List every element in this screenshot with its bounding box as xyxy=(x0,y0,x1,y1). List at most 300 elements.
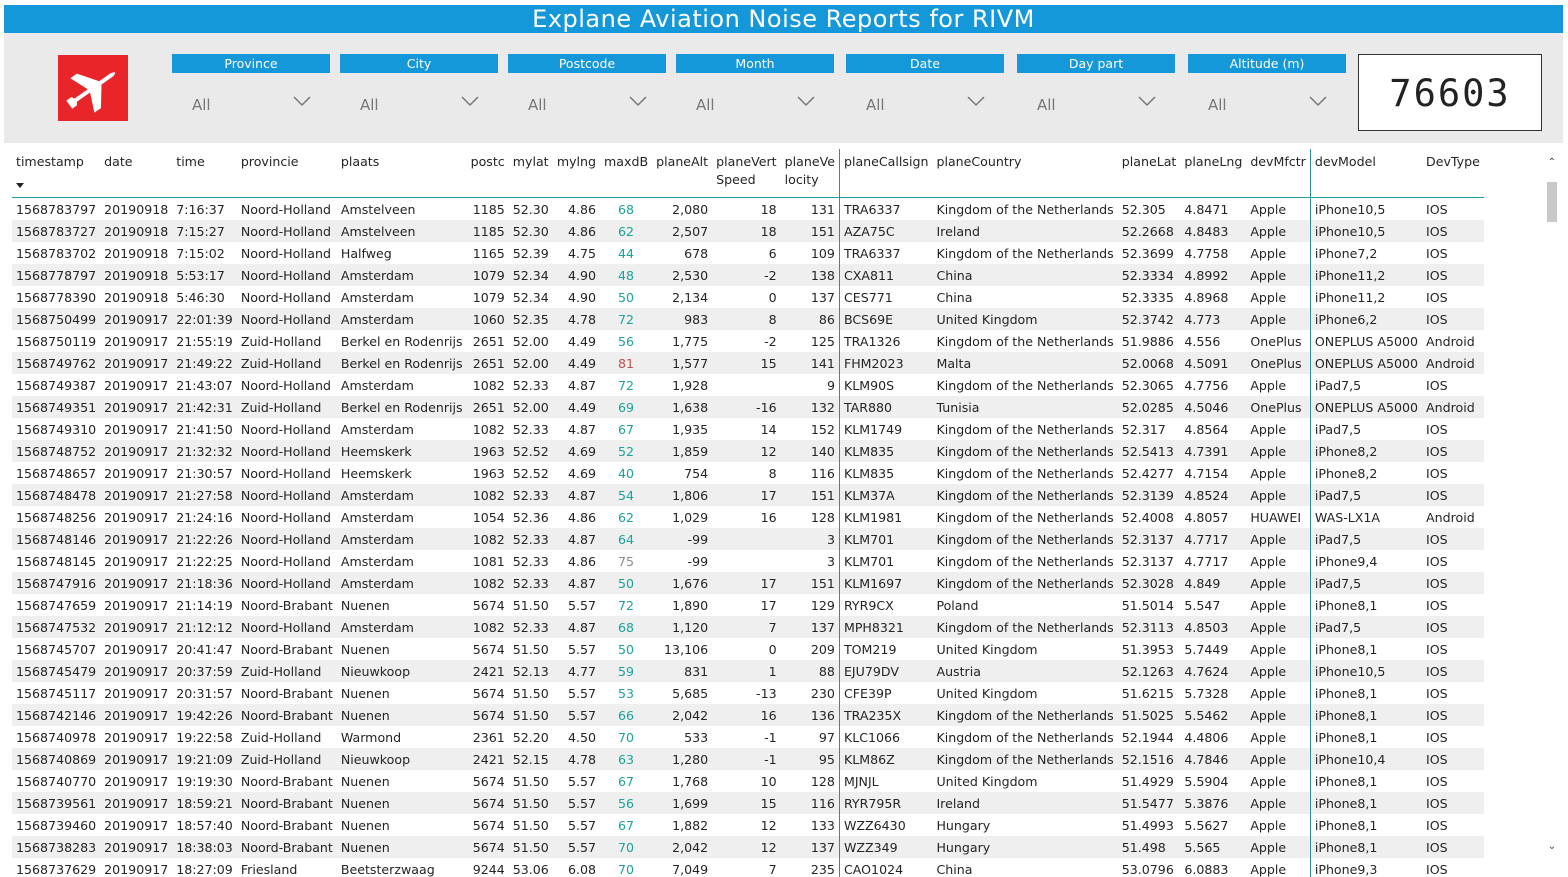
table-cell: IOS xyxy=(1422,814,1484,836)
table-cell: Noord-Holland xyxy=(237,572,337,594)
table-cell: 1568783727 xyxy=(12,220,100,242)
table-cell: 5.57 xyxy=(553,638,600,660)
table-cell: 9244 xyxy=(467,858,509,877)
table-cell: 86 xyxy=(781,308,840,330)
table-row[interactable] xyxy=(12,374,1484,396)
table-cell: Poland xyxy=(932,594,1117,616)
table-cell: iPhone6,2 xyxy=(1310,308,1422,330)
table-row[interactable] xyxy=(12,792,1484,814)
table-row[interactable] xyxy=(12,858,1484,877)
table-cell: 5674 xyxy=(467,704,509,726)
table-row[interactable] xyxy=(12,220,1484,242)
table-cell: Halfweg xyxy=(337,242,467,264)
table-row[interactable] xyxy=(12,264,1484,286)
table-cell: 51.498 xyxy=(1118,836,1181,858)
table-cell: 64 xyxy=(600,528,652,550)
table-row[interactable] xyxy=(12,748,1484,770)
table-cell: KLC1066 xyxy=(839,726,932,748)
table-cell: Apple xyxy=(1246,660,1310,682)
table-row[interactable] xyxy=(12,550,1484,572)
table-row[interactable] xyxy=(12,616,1484,638)
table-cell: Amsterdam xyxy=(337,484,467,506)
table-cell: 1568745117 xyxy=(12,682,100,704)
table-cell: 19:22:58 xyxy=(172,726,237,748)
table-row[interactable] xyxy=(12,726,1484,748)
table-cell: China xyxy=(932,264,1117,286)
chevron-down-icon[interactable] xyxy=(1308,94,1328,108)
postcode-slicer[interactable] xyxy=(508,54,666,124)
col-header-planecallsign[interactable]: planeCallsign xyxy=(839,149,932,198)
table-cell: 5674 xyxy=(467,682,509,704)
table-row[interactable] xyxy=(12,396,1484,418)
table-cell: iPhone8,1 xyxy=(1310,770,1422,792)
table-cell: 4.87 xyxy=(553,572,600,594)
col-header-time[interactable]: time xyxy=(172,149,237,198)
table-cell: 132 xyxy=(781,396,840,418)
table-cell: Apple xyxy=(1246,440,1310,462)
table-cell: 4.7717 xyxy=(1180,528,1246,550)
table-cell: 52.3065 xyxy=(1118,374,1181,396)
table-cell: 0 xyxy=(712,286,781,308)
table-row[interactable] xyxy=(12,506,1484,528)
table-cell: 52.35 xyxy=(509,308,553,330)
table-cell: 21:42:31 xyxy=(172,396,237,418)
table-cell: 5,685 xyxy=(652,682,712,704)
table-cell: KLM835 xyxy=(839,440,932,462)
table-cell: Amsterdam xyxy=(337,550,467,572)
table-cell: AZA75C xyxy=(839,220,932,242)
table-cell: 4.78 xyxy=(553,748,600,770)
airplane-icon-graphic xyxy=(58,55,128,121)
table-cell: TRA1326 xyxy=(839,330,932,352)
table-cell: Kingdom of the Netherlands xyxy=(932,484,1117,506)
table-cell: Amstelveen xyxy=(337,198,467,221)
table-cell: 1568740978 xyxy=(12,726,100,748)
scroll-thumb[interactable] xyxy=(1547,182,1557,222)
table-row[interactable] xyxy=(12,704,1484,726)
col-header-postc[interactable]: postc xyxy=(467,149,509,198)
table-cell: 52.3335 xyxy=(1118,286,1181,308)
table-cell: TRA6337 xyxy=(839,242,932,264)
table-cell: 5.5462 xyxy=(1180,704,1246,726)
table-cell: Amstelveen xyxy=(337,220,467,242)
table-cell: Noord-Holland xyxy=(237,440,337,462)
table-cell: 59 xyxy=(600,660,652,682)
table-row[interactable] xyxy=(12,418,1484,440)
table-cell: 1568747659 xyxy=(12,594,100,616)
table-row[interactable] xyxy=(12,286,1484,308)
table-cell: 1165 xyxy=(467,242,509,264)
table-cell: Zuid-Holland xyxy=(237,748,337,770)
table-cell: Noord-Brabant xyxy=(237,770,337,792)
table-cell: 51.50 xyxy=(509,594,553,616)
table-cell: 128 xyxy=(781,770,840,792)
table-cell: 2651 xyxy=(467,396,509,418)
table-cell: United Kingdom xyxy=(932,308,1117,330)
table-row[interactable] xyxy=(12,682,1484,704)
table-row[interactable] xyxy=(12,572,1484,594)
table-cell: 20190917 xyxy=(100,550,172,572)
table-cell: 1568778390 xyxy=(12,286,100,308)
table-cell: 1568748145 xyxy=(12,550,100,572)
table-cell: 52.33 xyxy=(509,550,553,572)
table-cell: 5.57 xyxy=(553,836,600,858)
table-cell: 5.5627 xyxy=(1180,814,1246,836)
table-cell: 20190917 xyxy=(100,528,172,550)
col-header-devmfctr[interactable]: devMfctr xyxy=(1246,149,1310,198)
table-cell: 1 xyxy=(712,660,781,682)
table-cell: 20190918 xyxy=(100,198,172,221)
table-cell: 52.317 xyxy=(1118,418,1181,440)
table-cell: IOS xyxy=(1422,484,1484,506)
table-cell: 20190917 xyxy=(100,792,172,814)
table-row[interactable] xyxy=(12,638,1484,660)
table-cell: Noord-Brabant xyxy=(237,814,337,836)
col-header-planevelocity[interactable]: planeVe locity xyxy=(781,149,840,198)
table-cell: 51.6215 xyxy=(1118,682,1181,704)
table-cell: 5.57 xyxy=(553,682,600,704)
altitude-slicer[interactable] xyxy=(1188,54,1346,124)
month-slicer[interactable] xyxy=(676,54,834,124)
table-cell: 66 xyxy=(600,704,652,726)
table-cell: 1568742146 xyxy=(12,704,100,726)
table-cell: 1082 xyxy=(467,374,509,396)
table-row[interactable] xyxy=(12,484,1484,506)
table-cell: Apple xyxy=(1246,836,1310,858)
table-cell: 62 xyxy=(600,506,652,528)
table-row[interactable] xyxy=(12,660,1484,682)
table-cell: 140 xyxy=(781,440,840,462)
table-cell: Kingdom of the Netherlands xyxy=(932,572,1117,594)
table-cell: Nuenen xyxy=(337,770,467,792)
table-cell: 5.57 xyxy=(553,770,600,792)
table-cell: 137 xyxy=(781,836,840,858)
table-cell: 5674 xyxy=(467,836,509,858)
table-cell: 9 xyxy=(781,374,840,396)
table-cell: 67 xyxy=(600,814,652,836)
col-header-planelng[interactable]: planeLng xyxy=(1180,149,1246,198)
table-cell: Noord-Holland xyxy=(237,286,337,308)
table-cell: 20190917 xyxy=(100,572,172,594)
table-cell: 4.5091 xyxy=(1180,352,1246,374)
table-cell: EJU79DV xyxy=(839,660,932,682)
table-cell: Nieuwkoop xyxy=(337,748,467,770)
table-cell: United Kingdom xyxy=(932,770,1117,792)
table-cell: 5.7449 xyxy=(1180,638,1246,660)
table-cell: Apple xyxy=(1246,418,1310,440)
table-cell: 51.50 xyxy=(509,792,553,814)
table-cell: 52.5413 xyxy=(1118,440,1181,462)
table-cell: Kingdom of the Netherlands xyxy=(932,462,1117,484)
table-cell: 20190917 xyxy=(100,814,172,836)
table-cell: 754 xyxy=(652,462,712,484)
table-cell: 8 xyxy=(712,308,781,330)
table-cell: 831 xyxy=(652,660,712,682)
table-cell: 52.305 xyxy=(1118,198,1181,221)
table-row[interactable] xyxy=(12,836,1484,858)
table-cell: 3 xyxy=(781,528,840,550)
table-cell: 52.3742 xyxy=(1118,308,1181,330)
table-cell: 54 xyxy=(600,484,652,506)
col-header-provincie[interactable]: provincie xyxy=(237,149,337,198)
table-cell: IOS xyxy=(1422,440,1484,462)
table-cell: 95 xyxy=(781,748,840,770)
table-cell: 52 xyxy=(600,440,652,462)
scroll-down-icon[interactable]: ⌄ xyxy=(1547,841,1557,852)
table-cell: WAS-LX1A xyxy=(1310,506,1422,528)
table-cell: Android xyxy=(1422,330,1484,352)
table-cell: 1568748256 xyxy=(12,506,100,528)
table-cell: 1,882 xyxy=(652,814,712,836)
table-cell: IOS xyxy=(1422,682,1484,704)
table-cell: 52.39 xyxy=(509,242,553,264)
table-cell: 72 xyxy=(600,594,652,616)
table-row[interactable] xyxy=(12,770,1484,792)
table-cell: 1,120 xyxy=(652,616,712,638)
table-cell: 52.3113 xyxy=(1118,616,1181,638)
table-cell: Noord-Brabant xyxy=(237,792,337,814)
table-cell: iPad7,5 xyxy=(1310,528,1422,550)
table-cell: CES771 xyxy=(839,286,932,308)
table-cell: 5.57 xyxy=(553,704,600,726)
table-cell: Apple xyxy=(1246,572,1310,594)
table-cell: OnePlus xyxy=(1246,352,1310,374)
table-cell: Apple xyxy=(1246,682,1310,704)
chevron-down-icon[interactable] xyxy=(966,94,986,108)
table-cell: 3 xyxy=(781,550,840,572)
col-header-maxdb[interactable]: maxdB xyxy=(600,149,652,198)
table-cell: Noord-Holland xyxy=(237,462,337,484)
table-cell: 52.00 xyxy=(509,352,553,374)
table-cell: 128 xyxy=(781,506,840,528)
table-cell: 52.30 xyxy=(509,220,553,242)
table-cell: 21:12:12 xyxy=(172,616,237,638)
report-title: Explane Aviation Noise Reports for RIVM xyxy=(4,5,1563,33)
table-cell: iPhone10,4 xyxy=(1310,748,1422,770)
province-slicer[interactable] xyxy=(172,54,330,124)
table-cell: 1568749762 xyxy=(12,352,100,374)
table-cell: Noord-Holland xyxy=(237,198,337,221)
table-cell: 51.5477 xyxy=(1118,792,1181,814)
slicer-header: Date xyxy=(846,54,1004,73)
table-cell: 4.7756 xyxy=(1180,374,1246,396)
table-cell: Noord-Holland xyxy=(237,528,337,550)
table-cell: 1568749351 xyxy=(12,396,100,418)
col-header-plaats[interactable]: plaats xyxy=(337,149,467,198)
chevron-down-icon[interactable] xyxy=(796,94,816,108)
table-cell: iPhone11,2 xyxy=(1310,264,1422,286)
table-cell: 1185 xyxy=(467,198,509,221)
table-cell: 533 xyxy=(652,726,712,748)
table-cell: 16 xyxy=(712,704,781,726)
col-header-planecountry[interactable]: planeCountry xyxy=(932,149,1117,198)
col-header-planevertspeed[interactable]: planeVert Speed xyxy=(712,149,781,198)
table-cell: 5674 xyxy=(467,770,509,792)
table-cell: KLM835 xyxy=(839,462,932,484)
table-cell: 2,042 xyxy=(652,704,712,726)
table-cell: Apple xyxy=(1246,484,1310,506)
table-cell: 4.49 xyxy=(553,352,600,374)
table-cell: 1,768 xyxy=(652,770,712,792)
table-cell: Apple xyxy=(1246,616,1310,638)
table-cell: 1,928 xyxy=(652,374,712,396)
table-cell: IOS xyxy=(1422,594,1484,616)
table-cell: iPhone8,1 xyxy=(1310,638,1422,660)
table-cell: 51.50 xyxy=(509,682,553,704)
chevron-down-icon[interactable] xyxy=(460,94,480,108)
table-row[interactable] xyxy=(12,308,1484,330)
table-cell: Kingdom of the Netherlands xyxy=(932,418,1117,440)
scroll-up-icon[interactable]: ⌃ xyxy=(1547,157,1557,168)
table-cell: 5.3876 xyxy=(1180,792,1246,814)
table-cell: 1568750499 xyxy=(12,308,100,330)
table-cell: 5674 xyxy=(467,594,509,616)
table-cell: 6 xyxy=(712,242,781,264)
table-cell: IOS xyxy=(1422,616,1484,638)
table-cell: 4.49 xyxy=(553,396,600,418)
table-cell: 0 xyxy=(712,638,781,660)
table-cell: 137 xyxy=(781,616,840,638)
table-cell: iPhone8,1 xyxy=(1310,792,1422,814)
table-row[interactable] xyxy=(12,352,1484,374)
table-row[interactable] xyxy=(12,440,1484,462)
table-cell: 70 xyxy=(600,836,652,858)
table-cell: 20190918 xyxy=(100,220,172,242)
table-cell: -99 xyxy=(652,528,712,550)
table-cell: Kingdom of the Netherlands xyxy=(932,242,1117,264)
table-cell: 20190917 xyxy=(100,682,172,704)
table-cell: 20190917 xyxy=(100,352,172,374)
col-header-devtype[interactable]: DevType xyxy=(1422,149,1484,198)
col-header-timestamp[interactable] xyxy=(12,149,100,198)
table-cell: 7:15:02 xyxy=(172,242,237,264)
table-row[interactable] xyxy=(12,594,1484,616)
table-cell: 1568747532 xyxy=(12,616,100,638)
table-cell: 20190917 xyxy=(100,374,172,396)
table-cell: 22:01:39 xyxy=(172,308,237,330)
table-cell: Amsterdam xyxy=(337,528,467,550)
table-cell: 20190917 xyxy=(100,308,172,330)
col-header-mylng[interactable]: mylng xyxy=(553,149,600,198)
day-part-slicer[interactable] xyxy=(1017,54,1175,124)
table-cell: IOS xyxy=(1422,374,1484,396)
table-cell: 7 xyxy=(712,616,781,638)
table-cell: Nuenen xyxy=(337,682,467,704)
chevron-down-icon[interactable] xyxy=(292,94,312,108)
table-cell: 51.5014 xyxy=(1118,594,1181,616)
table-cell: 4.87 xyxy=(553,484,600,506)
table-cell: 4.849 xyxy=(1180,572,1246,594)
city-slicer[interactable] xyxy=(340,54,498,124)
table-cell: 4.5046 xyxy=(1180,396,1246,418)
table-cell: Apple xyxy=(1246,814,1310,836)
table-cell: 1,890 xyxy=(652,594,712,616)
table-cell: 4.86 xyxy=(553,506,600,528)
table-cell: 52.33 xyxy=(509,484,553,506)
table-cell: 1568745479 xyxy=(12,660,100,682)
table-cell: -16 xyxy=(712,396,781,418)
table-cell: 21:14:19 xyxy=(172,594,237,616)
table-cell: 1060 xyxy=(467,308,509,330)
vertical-scrollbar[interactable] xyxy=(1545,152,1559,860)
table-cell: 4.7154 xyxy=(1180,462,1246,484)
table-row[interactable] xyxy=(12,330,1484,352)
table-cell: 88 xyxy=(781,660,840,682)
table-cell: 53.0796 xyxy=(1118,858,1181,877)
date-slicer[interactable] xyxy=(846,54,1004,124)
table-cell: Apple xyxy=(1246,638,1310,660)
table-row[interactable] xyxy=(12,242,1484,264)
table-cell: 63 xyxy=(600,748,652,770)
table-cell: 1568783797 xyxy=(12,198,100,221)
table-cell: 20190917 xyxy=(100,462,172,484)
table-cell: 4.7846 xyxy=(1180,748,1246,770)
table-cell: 1,935 xyxy=(652,418,712,440)
col-header-planealt[interactable]: planeAlt xyxy=(652,149,712,198)
table-cell: 67 xyxy=(600,418,652,440)
table-cell: 4.69 xyxy=(553,440,600,462)
table-cell: 4.87 xyxy=(553,418,600,440)
table-cell: iPhone8,2 xyxy=(1310,462,1422,484)
table-cell: 21:22:26 xyxy=(172,528,237,550)
table-cell: 20190917 xyxy=(100,836,172,858)
col-header-devmodel[interactable]: devModel xyxy=(1310,149,1422,198)
table-cell: 19:19:30 xyxy=(172,770,237,792)
col-header-planelat[interactable]: planeLat xyxy=(1118,149,1181,198)
table-cell: 1,280 xyxy=(652,748,712,770)
table-cell xyxy=(712,528,781,550)
chevron-down-icon[interactable] xyxy=(628,94,648,108)
table-cell: IOS xyxy=(1422,836,1484,858)
sort-descending-icon xyxy=(16,183,24,188)
table-cell: MPH8321 xyxy=(839,616,932,638)
table-cell: IOS xyxy=(1422,770,1484,792)
table-cell: iPhone8,1 xyxy=(1310,704,1422,726)
table-cell: Noord-Holland xyxy=(237,616,337,638)
table-cell: 5.565 xyxy=(1180,836,1246,858)
table-row[interactable] xyxy=(12,814,1484,836)
table-cell: iPhone11,2 xyxy=(1310,286,1422,308)
table-cell: KLM701 xyxy=(839,550,932,572)
table-cell: 4.75 xyxy=(553,242,600,264)
table-cell: Heemskerk xyxy=(337,440,467,462)
table-cell: KLM1749 xyxy=(839,418,932,440)
table-cell: Ireland xyxy=(932,792,1117,814)
table-cell: 4.87 xyxy=(553,528,600,550)
table-cell: Apple xyxy=(1246,704,1310,726)
col-header-date[interactable]: date xyxy=(100,149,172,198)
table-cell: 4.49 xyxy=(553,330,600,352)
table-cell: Zuid-Holland xyxy=(237,330,337,352)
table-cell: Amsterdam xyxy=(337,506,467,528)
table-cell: TOM219 xyxy=(839,638,932,660)
table-cell: 2,134 xyxy=(652,286,712,308)
chevron-down-icon[interactable] xyxy=(1137,94,1157,108)
table-row[interactable] xyxy=(12,528,1484,550)
table-cell: Zuid-Holland xyxy=(237,352,337,374)
table-cell: 1,806 xyxy=(652,484,712,506)
reports-table-container[interactable] xyxy=(12,149,1484,877)
table-row[interactable] xyxy=(12,462,1484,484)
table-cell: 20190917 xyxy=(100,638,172,660)
table-cell: Apple xyxy=(1246,770,1310,792)
table-cell: IOS xyxy=(1422,242,1484,264)
col-header-mylat[interactable]: mylat xyxy=(509,149,553,198)
table-row[interactable] xyxy=(12,198,1484,221)
table-cell: 5.57 xyxy=(553,792,600,814)
table-cell: 4.8471 xyxy=(1180,198,1246,221)
table-cell: Kingdom of the Netherlands xyxy=(932,528,1117,550)
